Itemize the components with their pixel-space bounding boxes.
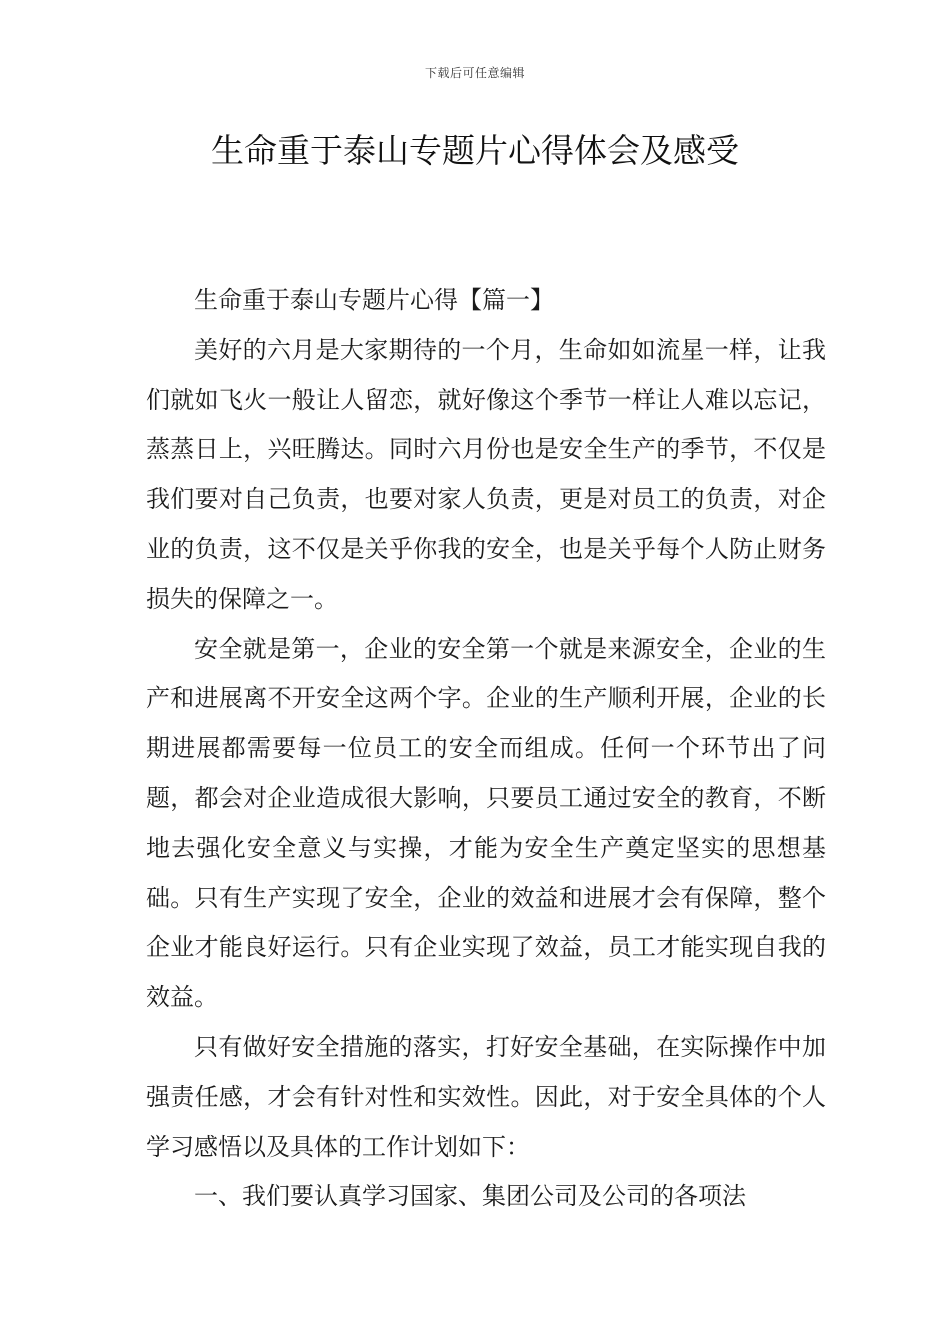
- section-heading: 生命重于泰山专题片心得【篇一】: [194, 286, 554, 314]
- document-body: [146, 276, 826, 1222]
- header-note: 下载后可任意编辑: [424, 66, 525, 80]
- paragraph-2: 安全就是第一，企业的安全第一个就是来源安全，企业的生产和进展离不开安全这两个字。企业的生产顺利开展，企业的长期进展都需要每一位员工的安全而组成。任何一个环节出了问题，都会对企业造成很大影响，只要员工通过安全的教育，不断地去强化安全意义与实操，才能为安全生产奠定坚实的思想基础。只有生产实现了安全，企业的效益和进展才会有保障，整个企业才能良好运行。只有企业实现了效益，员工才能实现自我的效益。: [146, 634, 826, 1012]
- paragraph-4: 一、我们要认真学习国家、集团公司及公司的各项法: [194, 1182, 746, 1211]
- paragraph-1: 美好的六月是大家期待的一个月，生命如如流星一样，让我们就如飞火一般让人留恋，就好像这个季节一样让人难以忘记，蒸蒸日上，兴旺腾达。同时六月份也是安全生产的季节，不仅是我们要对自己负责，也要对家人负责，更是对员工的负责，对企业的负责，这不仅是关乎你我的安全，也是关乎每个人防止财务损失的保障之一。: [146, 335, 826, 613]
- paragraph-3: 只有做好安全措施的落实，打好安全基础，在实际操作中加强责任感，才会有针对性和实效性。因此，对于安全具体的个人学习感悟以及具体的工作计划如下：: [146, 1032, 826, 1161]
- document-title: 生命重于泰山专题片心得体会及感受: [211, 131, 739, 170]
